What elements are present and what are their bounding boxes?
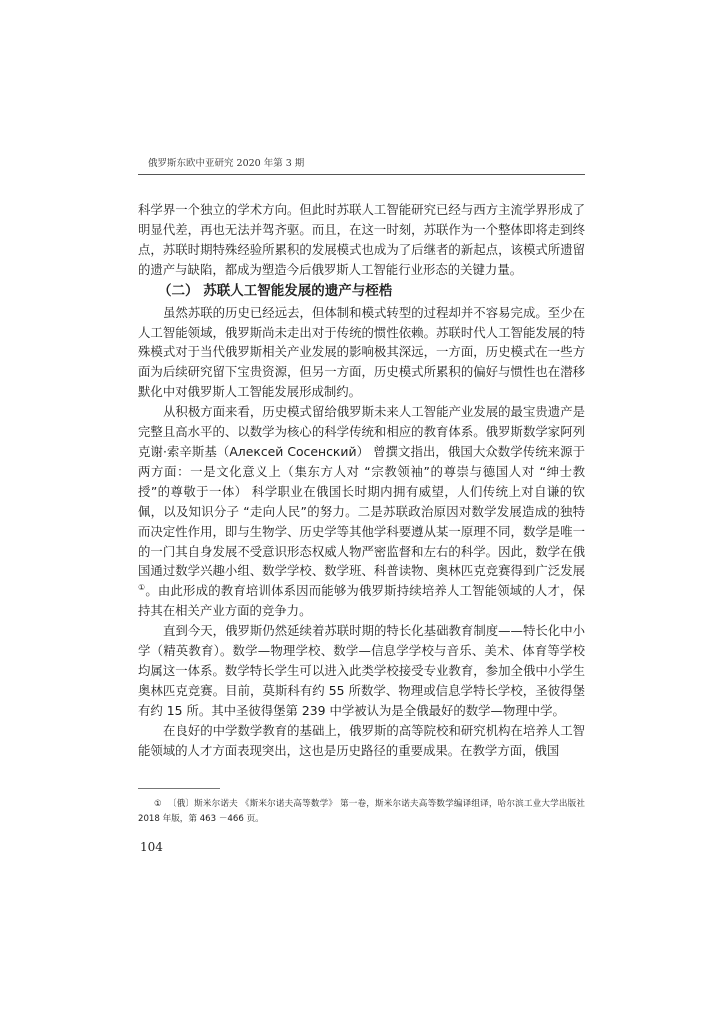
page-number: 104 [140, 840, 163, 854]
footnote-text: 〔俄〕斯米尔诺夫 《斯米尔诺夫高等数学》 第一卷，斯米尔诺夫高等数学编译组译，哈尔滨工业大学出版社 2018 年版，第 463 －466 页。 [138, 799, 585, 824]
section-heading: （二） 苏联人工智能发展的遗产与桎梏 [158, 282, 393, 299]
header-divider [138, 174, 585, 175]
paragraph-1: 科学界一个独立的学术方向。但此时苏联人工智能研究已经与西方主流学界形成了明显代差，再也无法并驾齐驱。而且，在这一时刻，苏联作为一个整体即将走到终点，苏联时期特殊经验所累积的发展模式也成为了后继者的新起点，该模式所遗留的遗产与缺陷，都成为塑造今后俄罗斯人工智能行业形态的关键力量。 [138, 202, 585, 277]
paragraph-3-text: 从积极方面来看，历史模式留给俄罗斯未来人工智能产业发展的最宝贵遗产是完整且高水平的、以数学为核心的科学传统和相应的教育体系。俄罗斯数学家阿列克谢·索辛斯基（Алексей Сосенский） 曾撰文指出，俄国大众数学传统来源于两方面：一是文化意义上（集东方人对 “宗教领袖”的尊崇与德国人对 “绅士教授”的尊敬于一体） 科学职业在俄国长时期内拥有威望，人们传统上对自谦的钦佩，以及知识分子 “走向人民”的努力。二是苏联政治原因对数学发展造成的独特而决定性作用，即与生物学、历史学等其他学科要遵从某一原理不同，数学是唯一的一门其自身发展不受意识形态权威人物严密监督和左右的科学。因此，数学在俄国通过数学兴趣小组、数学学校、数学班、科普读物、奥林匹克竞赛得到广泛发展 [138, 404, 585, 579]
paragraph-3-text-end: 。由此形成的教育培训体系因而能够为俄罗斯持续培养人工智能领域的人才，保持其在相关产业方面的竞争力。 [138, 583, 586, 619]
paragraph-5: 在良好的中学数学教育的基础上，俄罗斯的高等院校和研究机构在培养人工智能领域的人才方面表现突出，这也是历史路径的重要成果。在教学方面，俄国 [138, 722, 585, 758]
footnote-divider [138, 788, 220, 789]
footnote-number: ① [154, 799, 162, 809]
paragraph-2: 虽然苏联的历史已经远去，但体制和模式转型的过程却并不容易完成。至少在人工智能领域，俄罗斯尚未走出对于传统的惯性依赖。苏联时代人工智能发展的特殊模式对于当代俄罗斯相关产业发展的影响极其深远，一方面，历史模式在一些方面为后续研究留下宝贵资源，但另一方面，历史模式所累积的偏好与惯性也在潜移默化中对俄罗斯人工智能发展形成制约。 [138, 304, 585, 400]
main-body-text [138, 200, 585, 760]
footnote-reference-mark[interactable]: ① [138, 583, 146, 593]
paragraph-4: 直到今天，俄罗斯仍然延续着苏联时期的特长化基础教育制度——特长化中小学（精英教育）。数学—物理学校、数学—信息学学校与音乐、美术、体育等学校均属这一体系。数学特长学生可以进入此类学校接受专业教育，参加全俄中小学生奥林匹克竞赛。目前，莫斯科有约 55 所数学、物理或信息学特长学校，圣彼得堡有约 15 所。其中圣彼得堡第 239 中学被认为是全俄最好的数学—物理中学。 [138, 623, 585, 718]
running-header: 俄罗斯东欧中亚研究 2020 年第 3 期 [148, 158, 305, 169]
paragraph-3 [138, 402, 585, 621]
footnote [138, 797, 585, 826]
